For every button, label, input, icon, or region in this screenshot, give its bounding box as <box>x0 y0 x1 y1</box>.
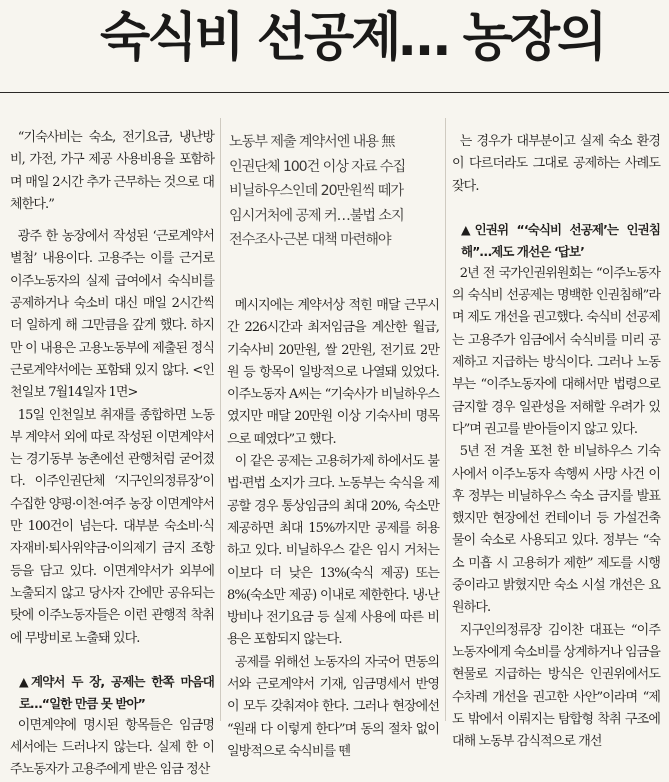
article-column-2 <box>227 295 439 763</box>
column-1-subheading: ▲계약서 두 장, 공제는 한쪽 마음대로…“일한 만큼 못 받아” <box>19 673 214 711</box>
headline-rule <box>0 92 669 93</box>
deck-line: 노동부 제출 계약서엔 내용 無 <box>229 134 395 150</box>
column-2-paragraph-2: 이 같은 공제는 고용허가제 하에서도 불법·편법 소지가 크다. 노동부는 숙식을 제공할 경우 통상임금의 최대 20%, 숙소만 제공하면 최대 15%까지만 공제를 허용하고 있다. 비닐하우스 같은 임시 거처는 이보다 더 낮은 13%(숙식 제공) 또는 8%(숙소만 제공) 이내로 제한한다. 냉·난방비나 전기요금 등 실제 사용에 따른 비용은 포함되지 않는다. <box>227 454 439 648</box>
article-column-3 <box>452 131 660 753</box>
article-deck <box>229 130 435 253</box>
deck-line: 임시거처에 공제 커…불법 소지 <box>229 207 404 224</box>
column-3-paragraph-4: 지구인의정류장 김이찬 대표는 “이주노동자에게 숙소비를 상계하거나 임금을 현물로 지급하는 방식은 인권위에서도 수차례 개선을 권고한 사안”이라며 “제도 밖에서 이뤄지는 탐합형 착취 구조에 대해 노동부 감식적으로 개선 <box>452 622 660 750</box>
column-1-paragraph-2: 광주 한 농장에서 작성된 ‘근로계약서 별첨’ 내용이다. 고용주는 이를 근거로 이주노동자의 실제 급여에서 숙식비를 공제하거나 숙소비 대신 매일 2시간씩 더 일하게 해 그만큼을 갚게 했다. 하지만 이 내용은 고용노동부에 제출된 정식 근로계약서에는 포함돼 있지 않다. <인천일보 7월14일자 1면> <box>10 229 214 401</box>
deck-line: 전수조사·근본 대책 마련해야 <box>229 232 391 248</box>
article-column-1 <box>10 127 214 782</box>
column-1-paragraph-1: “기숙사비는 숙소, 전기요금, 냉난방비, 가전, 가구 제공 사용비용을 포함하며 매일 2시간 추가 근무하는 것으로 대체한다.” <box>10 130 214 212</box>
column-separator-left <box>220 118 221 721</box>
column-separator-right <box>445 118 446 721</box>
column-2-paragraph-3: 공제를 위해선 노동자의 자국어 면동의서와 근로계약서 기재, 임금명세서 반영이 모두 갖춰져야 한다. 그러나 현장에선 “원래 다 이렇게 한다”며 동의 절차 없이 일방적으로 숙식비를 뗀 <box>227 654 439 759</box>
column-2-paragraph-1: 메시지에는 계약서상 적힌 매달 근무시간 226시간과 최저임금을 계산한 월급, 기숙사비 20만원, 쌀 2만원, 전기료 2만원 등 항목이 일방적으로 나열돼 있었다. 이주노동자 A씨는 “기숙사가 비닐하우스였지만 매달 20만원 이상 기숙사비 명목으로 떼였다”고 했다. <box>227 298 439 447</box>
column-3-paragraph-2: 2년 전 국가인권위원회는 “이주노동자의 숙식비 선공제는 명백한 인권침해”라며 제도 개선을 권고했다. 숙식비 선공제는 고용주가 임금에서 숙식비를 미리 공제하고 지급하는 방식이다. 그러나 노동부는 “이주노동자에 대해서만 법령으로 금지할 경우 일관성을 저해할 우려가 있다”며 권고를 받아들이지 않고 있다. <box>452 265 660 437</box>
column-1-paragraph-4: 이면계약에 명시된 항목들은 임금명세서에는 드러나지 않는다. 실제 한 이주노동자가 고용주에게 받은 임금 정산 <box>10 717 214 778</box>
column-1-paragraph-3: 15일 인천일보 취재를 종합하면 노동부 계약서 외에 따로 작성된 이면계약서는 경기동부 농촌에선 관행처럼 굳어졌다. 이주인권단체 ‘지구인의정류장’이 수집한 양평·이천·여주 농장 이면계약서만 100건이 넘는다. 대부분 숙소비·식자재비·퇴사위약금·이의제기 금지 조항 등을 담고 있다. 이면계약서가 외부에 노출되지 않고 당사자 간에만 공유되는 탓에 이주노동자들은 이런 관행적 착취에 무방비로 노출돼 있다. <box>10 407 214 646</box>
column-3-paragraph-1: 는 경우가 대부분이고 실제 숙소 환경이 다르더라도 그대로 공제하는 사례도 잦다. <box>452 134 660 194</box>
column-3-paragraph-3: 5년 전 겨울 포천 한 비닐하우스 기숙사에서 이주노동자 속헹씨 사망 사건 이후 정부는 비닐하우스 숙소 금지를 발표했지만 현장에선 컨테이너 등 가설건축물이 숙소로 사용되고 있다. 정부는 “숙소 미흡 시 고용허가 제한” 제도를 시행 중이라고 밝혔지만 숙소 시설 개선은 요원하다. <box>452 444 660 616</box>
deck-line: 비닐하우스인데 20만원씩 떼가 <box>229 183 403 199</box>
column-3-subheading: ▲인권위 “‘숙식비 선공제’는 인권침해”…제도 개선은 ‘답보’ <box>461 221 660 259</box>
article-headline: 숙식비 선공제… 농장의 <box>100 8 605 68</box>
deck-line: 인권단체 100건 이상 자료 수집 <box>229 158 406 175</box>
